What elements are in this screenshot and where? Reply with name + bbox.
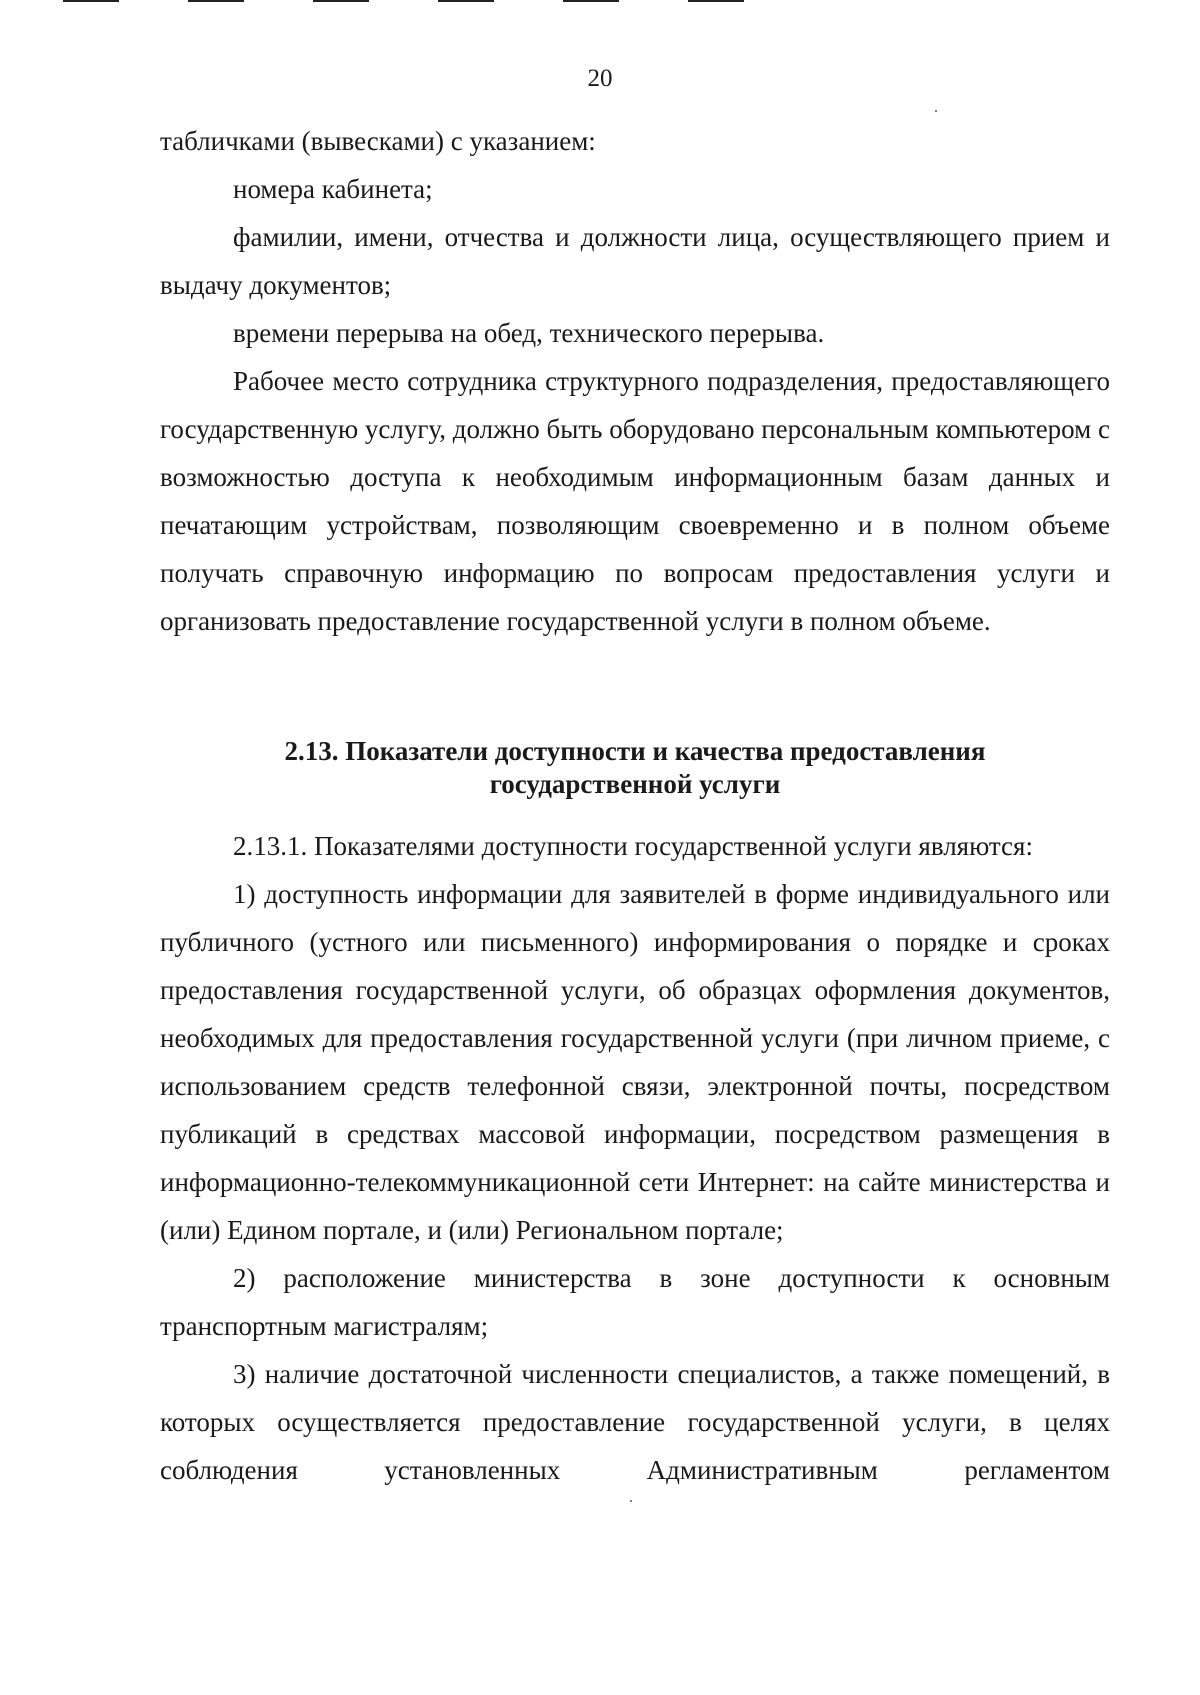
scan-rule	[188, 0, 244, 2]
scan-rule	[563, 0, 619, 2]
scan-rule	[313, 0, 369, 2]
paragraph: Рабочее место сотрудника структурного подразделения, предоставляющего государственную услугу, должно быть оборудовано персональным компьютером с возможностью доступа к необходимым информационным базам данных и печатающим устройствам, позволяющим своевременно и в полном объеме получать справочную информацию по вопросам предоставления услуги и организовать предоставление государственной услуги в полном объеме.	[160, 366, 1110, 636]
scan-speck	[630, 1500, 632, 1502]
scan-rule	[63, 0, 119, 2]
paragraph: фамилии, имени, отчества и должности лица, осуществляющего прием и выдачу документов;	[160, 222, 1110, 300]
paragraph: табличками (вывесками) с указанием:	[160, 126, 596, 156]
section-heading-line: государственной услуги	[489, 769, 781, 799]
scan-speck	[935, 110, 937, 112]
paragraph: 2.13.1. Показателями доступности государственной услуги являются:	[233, 831, 1033, 861]
paragraph: 1) доступность информации для заявителей в форме индивидуального или публичного (устного или письменного) информирования о порядке и сроках предоставления государственной услуги, об образцах оформления документов, необходимых для предоставления государственной услуги (при личном приеме, с использованием средств телефонной связи, электронной почты, посредством публикаций в средствах массовой информации, посредством размещения в информационно-телекоммуникационной сети Интернет: на сайте министерства и (или) Едином портале, и (или) Региональном портале;	[160, 879, 1110, 1245]
paragraph: 2) расположение министерства в зоне доступности к основным транспортным магистралям;	[160, 1263, 1110, 1341]
paragraph: 3) наличие достаточной численности специалистов, а также помещений, в которых осуществляется предоставление государственной услуги, в целях соблюдения установленных Административным регламентом	[160, 1359, 1110, 1485]
section-heading	[160, 735, 1110, 801]
section-heading-line: 2.13. Показатели доступности и качества предоставления	[284, 736, 986, 766]
paragraph: номера кабинета;	[233, 174, 433, 204]
body-text-top	[160, 117, 1110, 645]
scan-rule	[688, 0, 744, 2]
page-number: 20	[587, 65, 613, 92]
body-text-bottom	[160, 822, 1110, 1494]
paragraph: времени перерыва на обед, технического перерыва.	[233, 318, 825, 348]
scan-rule	[438, 0, 494, 2]
